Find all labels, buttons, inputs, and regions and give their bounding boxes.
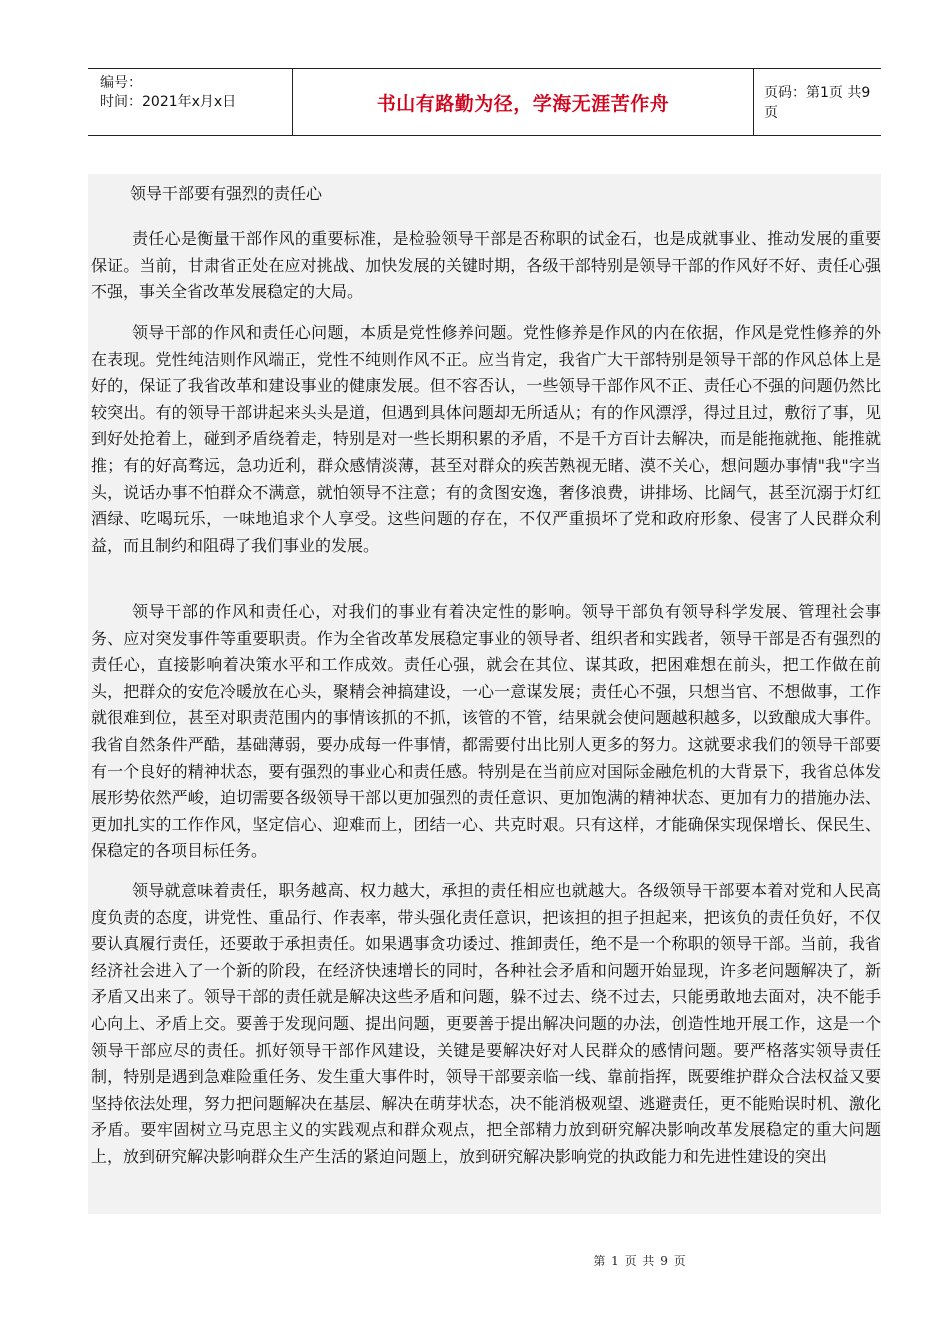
time-label: 时间：2021年x月x日 [100, 94, 237, 110]
document-title: 领导干部要有强烈的责任心 [130, 184, 323, 203]
header-motto-cell [293, 69, 754, 135]
footer-page-number: 第 1 页 共 9 页 [593, 1254, 687, 1268]
serial-label: 编号： [100, 75, 142, 91]
motto: 书山有路勤为径，学海无涯苦作舟 [376, 92, 670, 115]
paragraph-4: 领导就意味着责任，职务越高、权力越大，承担的责任相应也就越大。各级领导干部要本着对党和人民高度负责的态度，讲党性、重品行、作表率，带头强化责任意识，把该担的担子担起来，把该负的责任负好，不仅要认真履行责任，还要敢于承担责任。如果遇事贪功诿过、推卸责任，绝不是一个称职的领导干部。当前，我省经济社会进入了一个新的阶段，在经济快速增长的同时，各种社会矛盾和问题开始显现，许多老问题解决了，新矛盾又出来了。领导干部的责任就是解决这些矛盾和问题，躲不过去、绕不过去，只能勇敢地去面对，决不能手心向上、矛盾上交。要善于发现问题、提出问题，更要善于提出解决问题的办法，创造性地开展工作，这是一个领导干部应尽的责任。抓好领导干部作风建设，关键是要解决好对人民群众的感情问题。要严格落实领导责任制，特别是遇到急难险重任务、发生重大事件时，领导干部要亲临一线、靠前指挥，既要维护群众合法权益又要坚持依法处理，努力把问题解决在基层、解决在萌芽状态，决不能消极观望、逃避责任，更不能贻误时机、激化矛盾。要牢固树立马克思主义的实践观点和群众观点，把全部精力放到研究解决影响改革发展稳定的重大问题上，放到研究解决影响群众生产生活的紧迫问题上，放到研究解决影响党的执政能力和先进性建设的突出 [91, 881, 881, 1166]
paragraph-2: 领导干部的作风和责任心问题，本质是党性修养问题。党性修养是作风的内在依据，作风是党性修养的外在表现。党性纯洁则作风端正，党性不纯则作风不正。应当肯定，我省广大干部特别是领导干部的作风总体上是好的，保证了我省改革和建设事业的健康发展。但不容否认，一些领导干部作风不正、责任心不强的问题仍然比较突出。有的领导干部讲起来头头是道，但遇到具体问题却无所适从；有的作风漂浮，得过且过，敷衍了事，见到好处抢着上，碰到矛盾绕着走，特别是对一些长期积累的矛盾，不是千方百计去解决，而是能拖就拖、能推就推；有的好高骛远，急功近利，群众感情淡薄，甚至对群众的疾苦熟视无睹、漠不关心，想问题办事情"我"字当头，说话办事不怕群众不满意，就怕领导不注意；有的贪图安逸，奢侈浪费，讲排场、比阔气，甚至沉溺于灯红酒绿、吃喝玩乐，一味地追求个人享受。这些问题的存在，不仅严重损坏了党和政府形象、侵害了人民群众利益，而且制约和阻碍了我们事业的发展。 [91, 323, 881, 555]
paragraph-3: 领导干部的作风和责任心，对我们的事业有着决定性的影响。领导干部负有领导科学发展、管理社会事务、应对突发事件等重要职责。作为全省改革发展稳定事业的领导者、组织者和实践者，领导干部是否有强烈的责任心，直接影响着决策水平和工作成效。责任心强，就会在其位、谋其政，把困难想在前头，把工作做在前头，把群众的安危冷暖放在心头，聚精会神搞建设，一心一意谋发展；责任心不强，只想当官、不想做事，工作就很难到位，甚至对职责范围内的事情该抓的不抓，该管的不管，结果就会使问题越积越多，以致酿成大事件。我省自然条件严酷，基础薄弱，要办成每一件事情，都需要付出比别人更多的努力。这就要求我们的领导干部要有一个良好的精神状态，要有强烈的事业心和责任感。特别是在当前应对国际金融危机的大背景下，我省总体发展形势依然严峻，迫切需要各级领导干部以更加强烈的责任意识、更加饱满的精神状态、更加有力的措施办法、更加扎实的工作作风，坚定信心、迎难而上，团结一心、共克时艰。只有这样，才能确保实现保增长、保民生、保稳定的各项目标任务。 [91, 602, 881, 861]
page-footer [0, 1252, 950, 1269]
header-page-cell [754, 69, 881, 135]
document-header [88, 68, 881, 136]
page-info: 页码：第1页 共9页 [764, 85, 871, 121]
header-meta-cell [88, 69, 293, 135]
paragraph-1: 责任心是衡量干部作风的重要标准，是检验领导干部是否称职的试金石，也是成就事业、推动发展的重要保证。当前，甘肃省正处在应对挑战、加快发展的关键时期，各级干部特别是领导干部的作风好不好、责任心强不强，事关全省改革发展稳定的大局。 [91, 229, 881, 302]
document-body [88, 174, 881, 1214]
